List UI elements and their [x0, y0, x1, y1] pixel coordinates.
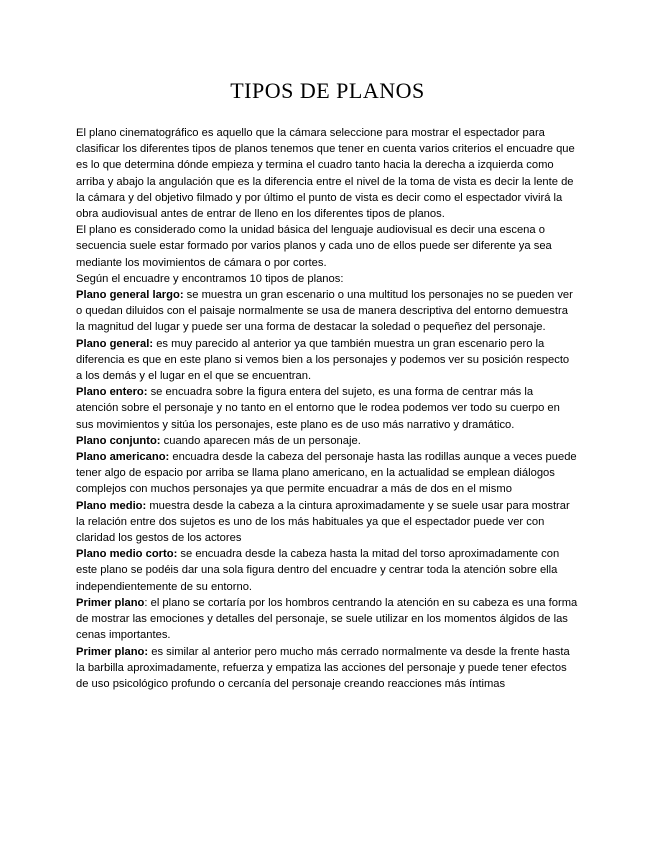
plan-description: cuando aparecen más de un personaje.: [160, 434, 361, 447]
intro-paragraph: El plano es considerado como la unidad básica del lenguaje audiovisual es decir una escena o secuencia suele estar formado por varios planos y cada uno de ellos puede ser diferente ya sea mediante los movimientos de cámara o por cortes.: [76, 224, 552, 269]
plan-description: es muy parecido al anterior ya que también muestra un gran escenario pero la diferencia es que en este plano si vemos bien a los personajes y podemos ver su posición respecto a los demás y el lugar en el que se encuentran.: [76, 337, 570, 383]
plan-term: Plano medio corto:: [76, 548, 178, 561]
plan-description: : el plano se cortaría por los hombros centrando la atención en su cabeza es una forma de mostrar las emociones y detalles del personaje, se suele utilizar en los momentos álgidos de las cenas importantes.: [76, 596, 578, 642]
plan-term: Plano medio:: [76, 499, 147, 512]
plan-description: muestra desde la cabeza a la cintura aproximadamente y se suele usar para mostrar la relación entre dos sujetos es uno de los más habituales ya que el espectador puede ver con claridad los gestos de los actores: [76, 499, 570, 545]
plan-description: es similar al anterior pero mucho más cerrado normalmente va desde la frente hasta la barbilla aproximadamente, refuerza y empatiza las acciones del personaje y puede tener efectos de uso psicológico profundo o cercanía del personaje creando reacciones más íntimas: [76, 645, 570, 690]
plan-term: Plano americano:: [76, 451, 170, 464]
plan-paragraph: [76, 384, 578, 433]
plan-description: se encuadra sobre la figura entera del sujeto, es una forma de centrar más la atención sobre el personaje y no tanto en el entorno que le rodea podemos ver todo su cuerpo en sus movimientos y sitúa los personajes, este plano es de uso más narrativo y dramático.: [76, 386, 560, 431]
plan-description: se encuadra desde la cabeza hasta la mitad del torso aproximadamente con este plano se podéis dar una sola figura dentro del encuadre y centrar toda la atención sobre ella independientemente de su entorno.: [76, 548, 560, 593]
plan-paragraph: [76, 498, 578, 547]
plan-term: Plano general largo:: [76, 289, 184, 302]
plan-paragraph: [76, 449, 578, 498]
page-title: TIPOS DE PLANOS: [230, 78, 425, 103]
plan-paragraph: [76, 546, 578, 595]
plan-paragraph: [76, 433, 578, 449]
plan-description: se muestra un gran escenario o una multitud los personajes no se pueden ver o quedan diluidos con el paisaje normalmente se usa de manera descriptiva del entorno demuestra la magnitud del lugar y puede ser una forma de destacar la soledad o pequeñez del personaje.: [76, 289, 573, 334]
plan-term: Plano general:: [76, 337, 154, 350]
plan-term: Plano entero:: [76, 386, 148, 399]
plan-paragraph: [76, 595, 578, 644]
intro-paragraph: Según el encuadre y encontramos 10 tipos de planos:: [76, 272, 344, 285]
intro-paragraph: El plano cinematográfico es aquello que la cámara seleccione para mostrar el espectador para clasificar los diferentes tipos de planos tenemos que tener en cuenta varios criterios el encuadre que es lo que determina dónde empieza y termina el cuadro tanto hacia la derecha a izquierda como arriba y abajo la angulación que es la diferencia entre el nivel de la toma de vista es decir la lente de la cámara y del objetivo filmado y por último el punto de vista es decir como el espectador vivirá la obra audiovisual antes de entrar de lleno en los diferentes tipos de planos.: [76, 127, 575, 221]
document-body: [76, 125, 578, 692]
plan-description: encuadra desde la cabeza del personaje hasta las rodillas aunque a veces puede tener algo de espacio por arriba se llama plano americano, en la actualidad se emplean diálogos complejos con muchos personajes ya que permite encuadrar a más de dos en el mismo: [76, 451, 577, 496]
plan-paragraph: [76, 287, 578, 336]
plan-term: Primer plano: [76, 596, 145, 609]
plan-paragraph: [76, 644, 578, 693]
plan-term: Plano conjunto:: [76, 434, 161, 447]
plan-paragraph: [76, 336, 578, 385]
plan-term: Primer plano:: [76, 645, 149, 658]
